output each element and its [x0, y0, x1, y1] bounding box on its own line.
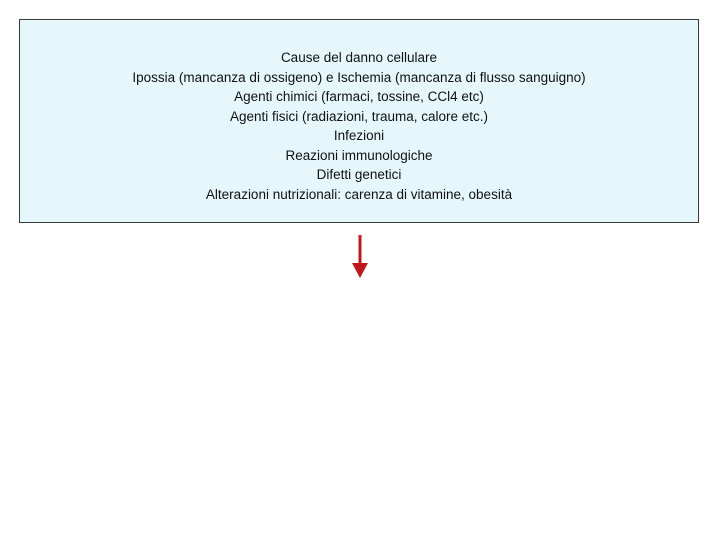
cause-item-chemical-agents: Agenti chimici (farmaci, tossine, CCl4 etc)	[234, 89, 484, 104]
causes-title: Cause del danno cellulare	[280, 50, 438, 65]
cause-item-genetic-defects: Difetti genetici	[316, 167, 402, 182]
cause-item-infections: Infezioni	[333, 128, 385, 143]
causes-list	[20, 68, 698, 205]
causes-box	[19, 19, 699, 223]
cause-item-immune-reactions: Reazioni immunologiche	[285, 147, 433, 163]
cause-item-physical-agents: Agenti fisici (radiazioni, trauma, calore etc.)	[229, 108, 489, 124]
arrow-down-icon	[348, 235, 372, 279]
cause-item-nutritional: Alterazioni nutrizionali: carenza di vitamine, obesità	[205, 186, 513, 202]
cause-item-hypoxia: Ipossia (mancanza di ossigeno) e Ischemia (mancanza di flusso sanguigno)	[132, 69, 586, 85]
arrow-head	[352, 263, 368, 278]
